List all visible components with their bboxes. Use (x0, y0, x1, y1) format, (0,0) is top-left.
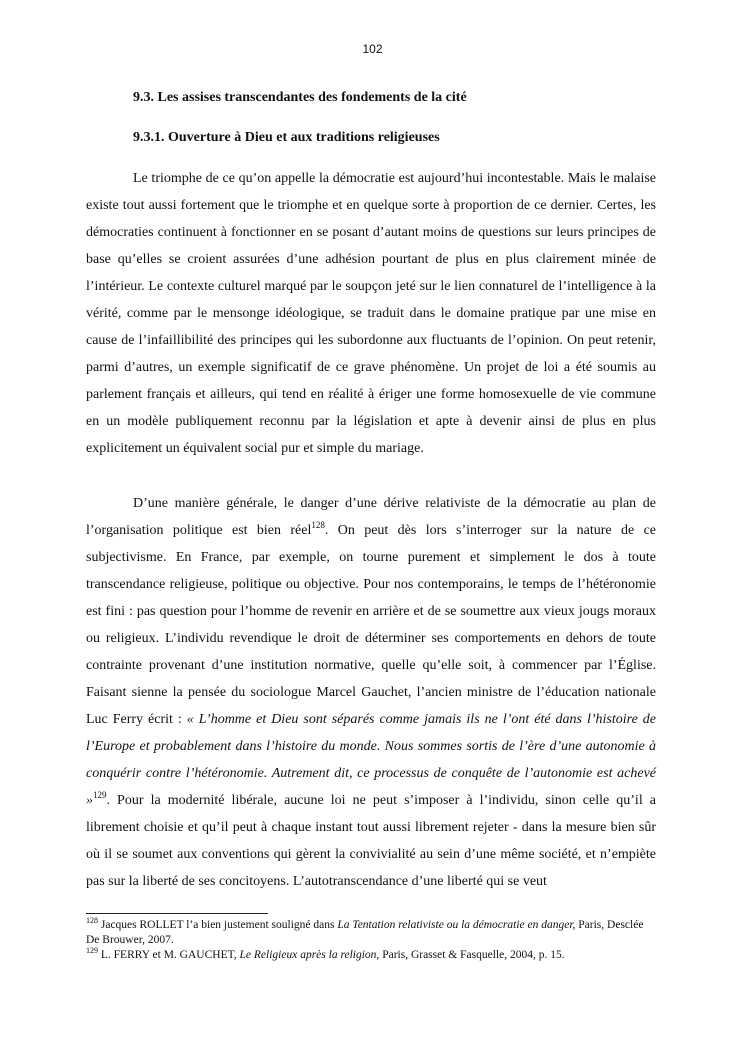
ferry-quote: « L’homme et Dieu sont séparés comme jamais ils ne l’ont été dans l’histoire de l’Europe et probablement dans l’histoire du monde. Nous sommes sortis de l’ère d’une autonomie à conquérir contre l’hétéronomie. Autrement dit, ce processus de conquête de l’autonomie est achevé » (86, 712, 656, 808)
paragraph-1 (86, 165, 656, 462)
section-heading: 9.3. Les assises transcendantes des fondements de la cité (133, 90, 467, 105)
footnote-text: Jacques ROLLET l’a bien justement souligné dans (98, 919, 338, 931)
footnote-number: 129 (86, 946, 98, 955)
footnote-128 (86, 918, 656, 948)
footnote-129 (86, 948, 656, 963)
footnote-separator (86, 913, 268, 914)
paragraph-2 (86, 490, 656, 895)
footnote-ref-128[interactable]: 128 (311, 520, 325, 530)
paragraph-1-text: Le triomphe de ce qu’on appelle la démocratie est aujourd’hui incontestable. Mais le malaise existe tout aussi fortement que le triomphe et en quelque sorte à proportion de ce dernier. Certes, les démocraties continuent à fonctionner en se posant d’autant moins de questions sur leurs principes de base qu’elles se croient assurées d’une adhésion pourtant de plus en plus clairement minée de l’intérieur. Le contexte culturel marqué par le soupçon jeté sur le lien connaturel de l’intelligence à la vérité, comme par le mensonge idéologique, se traduit dans le domaine pratique par une mise en cause de l’infaillibilité des principes qui les subordonne aux fluctuants de l’opinion. On peut retenir, parmi d’autres, un exemple significatif de ce grave phénomène. Un projet de loi a été soumis au parlement français et ailleurs, qui tend en réalité à ériger une forme homosexuelle de vie commune en un modèle publiquement reconnu par la législation et apte à devenir ainsi de plus en plus explicitement un équivalent social pur et simple du mariage. (86, 171, 656, 456)
paragraph-2-part-3: . Pour la modernité libérale, aucune loi ne peut s’imposer à l’individu, sinon celle qu’il a librement choisie et qu’il peut à chaque instant tout aussi librement rejeter - dans la mesure bien sûr où il se soumet aux conventions qui gèrent la convivialité au sein d’une même société, et n’empiète pas sur la liberté de ses concitoyens. L’autotranscendance d’une liberté qui se veut (86, 793, 656, 889)
footnote-book-title: Le Religieux après la religion, (239, 949, 380, 961)
paragraph-2-part-2: . On peut dès lors s’interroger sur la nature de ce subjectivisme. En France, par exemple, on tourne purement et simplement le dos à toute transcendance religieuse, politique ou objective. Pour nos contemporains, le temps de l’hétéronomie est fini : pas question pour l’homme de revenir en arrière et de se soumettre aux vieux jougs moraux ou religieux. L’individu revendique le droit de déterminer ses comportements en dehors de toute contrainte provenant d’une institution normative, quelle qu’elle soit, à commencer par l’Église. Faisant sienne la pensée du sociologue Marcel Gauchet, l’ancien ministre de l’éducation nationale Luc Ferry écrit : (86, 523, 657, 727)
subsection-heading: 9.3.1. Ouverture à Dieu et aux traditions religieuses (133, 130, 440, 145)
footnote-number: 128 (86, 916, 98, 925)
page-number: 102 (362, 42, 383, 56)
footnote-publisher: Paris, Desclée De Brouwer, 2007. (86, 919, 644, 946)
footnote-text: L. FERRY et M. GAUCHET, (98, 949, 240, 961)
footnote-publisher: Paris, Grasset & Fasquelle, 2004, p. 15. (379, 949, 565, 961)
paragraph-2-text (86, 490, 656, 895)
footnotes (86, 918, 656, 963)
footnote-book-title: La Tentation relativiste ou la démocratie en danger, (337, 919, 576, 931)
paragraph-2-part-1: D’une manière générale, le danger d’une dérive relativiste de la démocratie au plan de l’organisation politique est bien réel (86, 496, 656, 538)
footnote-ref-129[interactable]: 129 (93, 790, 107, 800)
